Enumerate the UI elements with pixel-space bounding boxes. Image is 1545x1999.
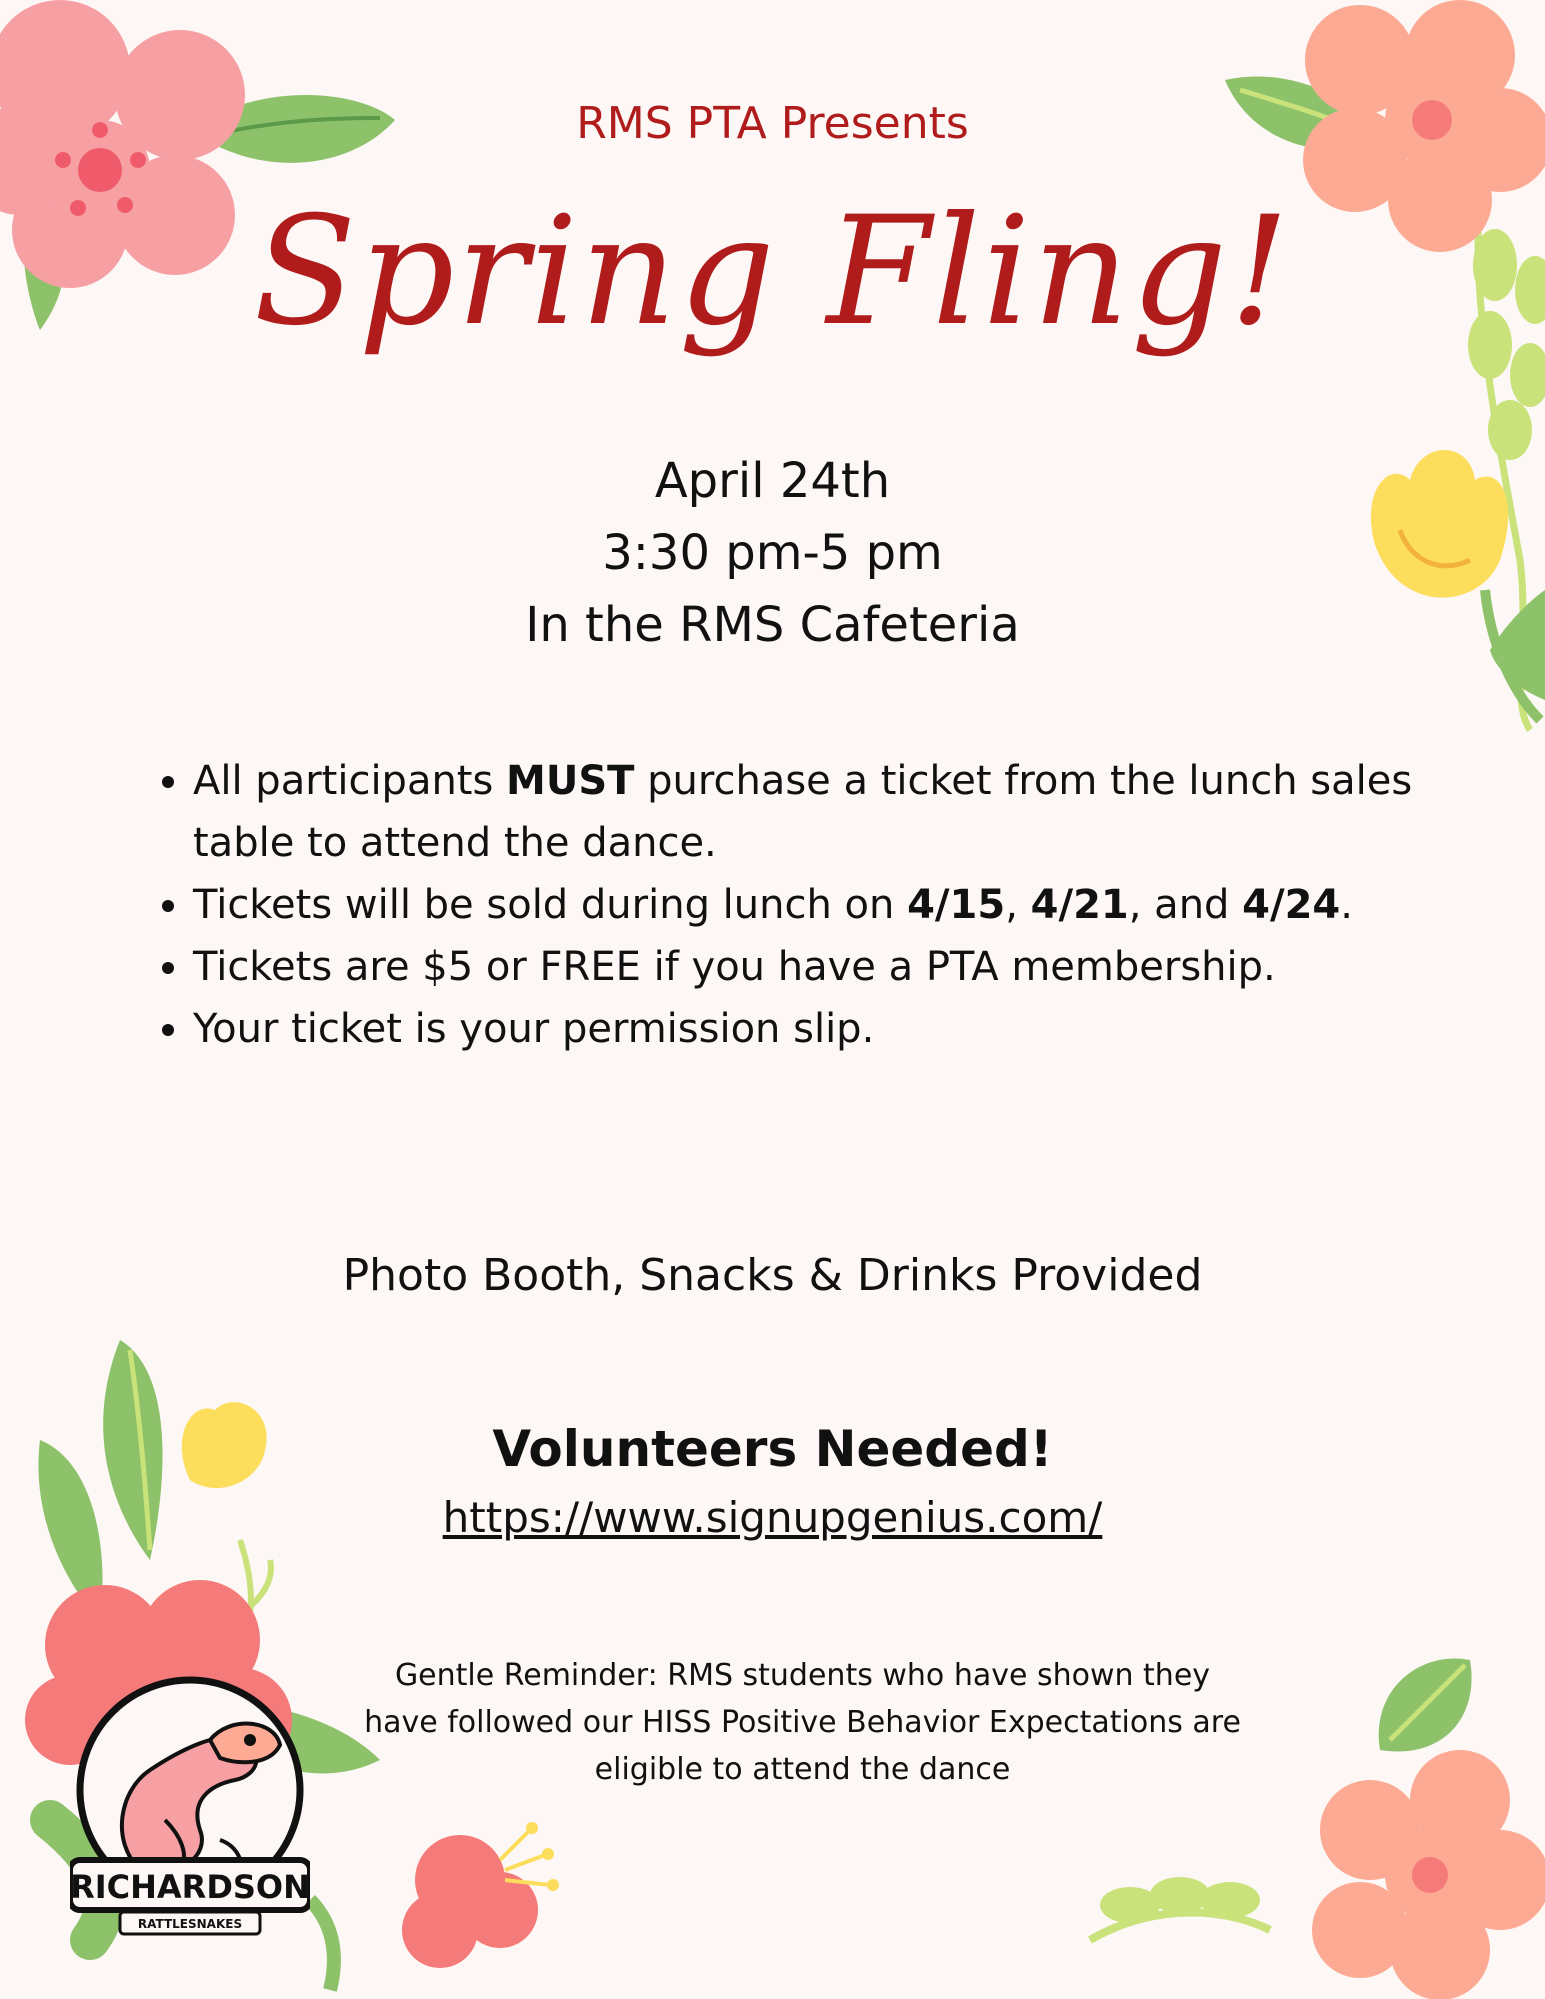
reminder-line: eligible to attend the dance <box>594 1752 1011 1787</box>
presents-line: RMS PTA Presents <box>576 98 969 149</box>
event-details <box>0 445 1545 661</box>
logo-subtitle: RATTLESNAKES <box>137 1917 243 1931</box>
page-title: Spring Fling! <box>253 185 1292 359</box>
volunteers-heading: Volunteers Needed! <box>492 1420 1053 1478</box>
richardson-logo <box>70 1670 310 1940</box>
event-date: April 24th <box>654 453 891 509</box>
event-time: 3:30 pm-5 pm <box>602 525 943 581</box>
signup-link[interactable]: https://www.signupgenius.com/ <box>442 1493 1103 1542</box>
logo-wordmark: RICHARDSON <box>70 1868 310 1906</box>
list-item: • All participants MUST purchase a ticket from the lunch sales table to attend the dance. <box>193 750 1423 874</box>
list-item: • Your ticket is your permission slip. <box>193 998 1423 1060</box>
rules-list <box>150 750 1423 1060</box>
list-item: • Tickets will be sold during lunch on 4/15, 4/21, and 4/24. <box>193 874 1423 936</box>
extras-line: Photo Booth, Snacks & Drinks Provided <box>342 1250 1203 1301</box>
reminder-text <box>330 1652 1275 1793</box>
event-location: In the RMS Cafeteria <box>525 597 1020 653</box>
list-item: • Tickets are $5 or FREE if you have a PTA membership. <box>193 936 1423 998</box>
reminder-line: Gentle Reminder: RMS students who have shown they <box>394 1658 1211 1693</box>
reminder-line: have followed our HISS Positive Behavior Expectations are <box>364 1705 1241 1740</box>
